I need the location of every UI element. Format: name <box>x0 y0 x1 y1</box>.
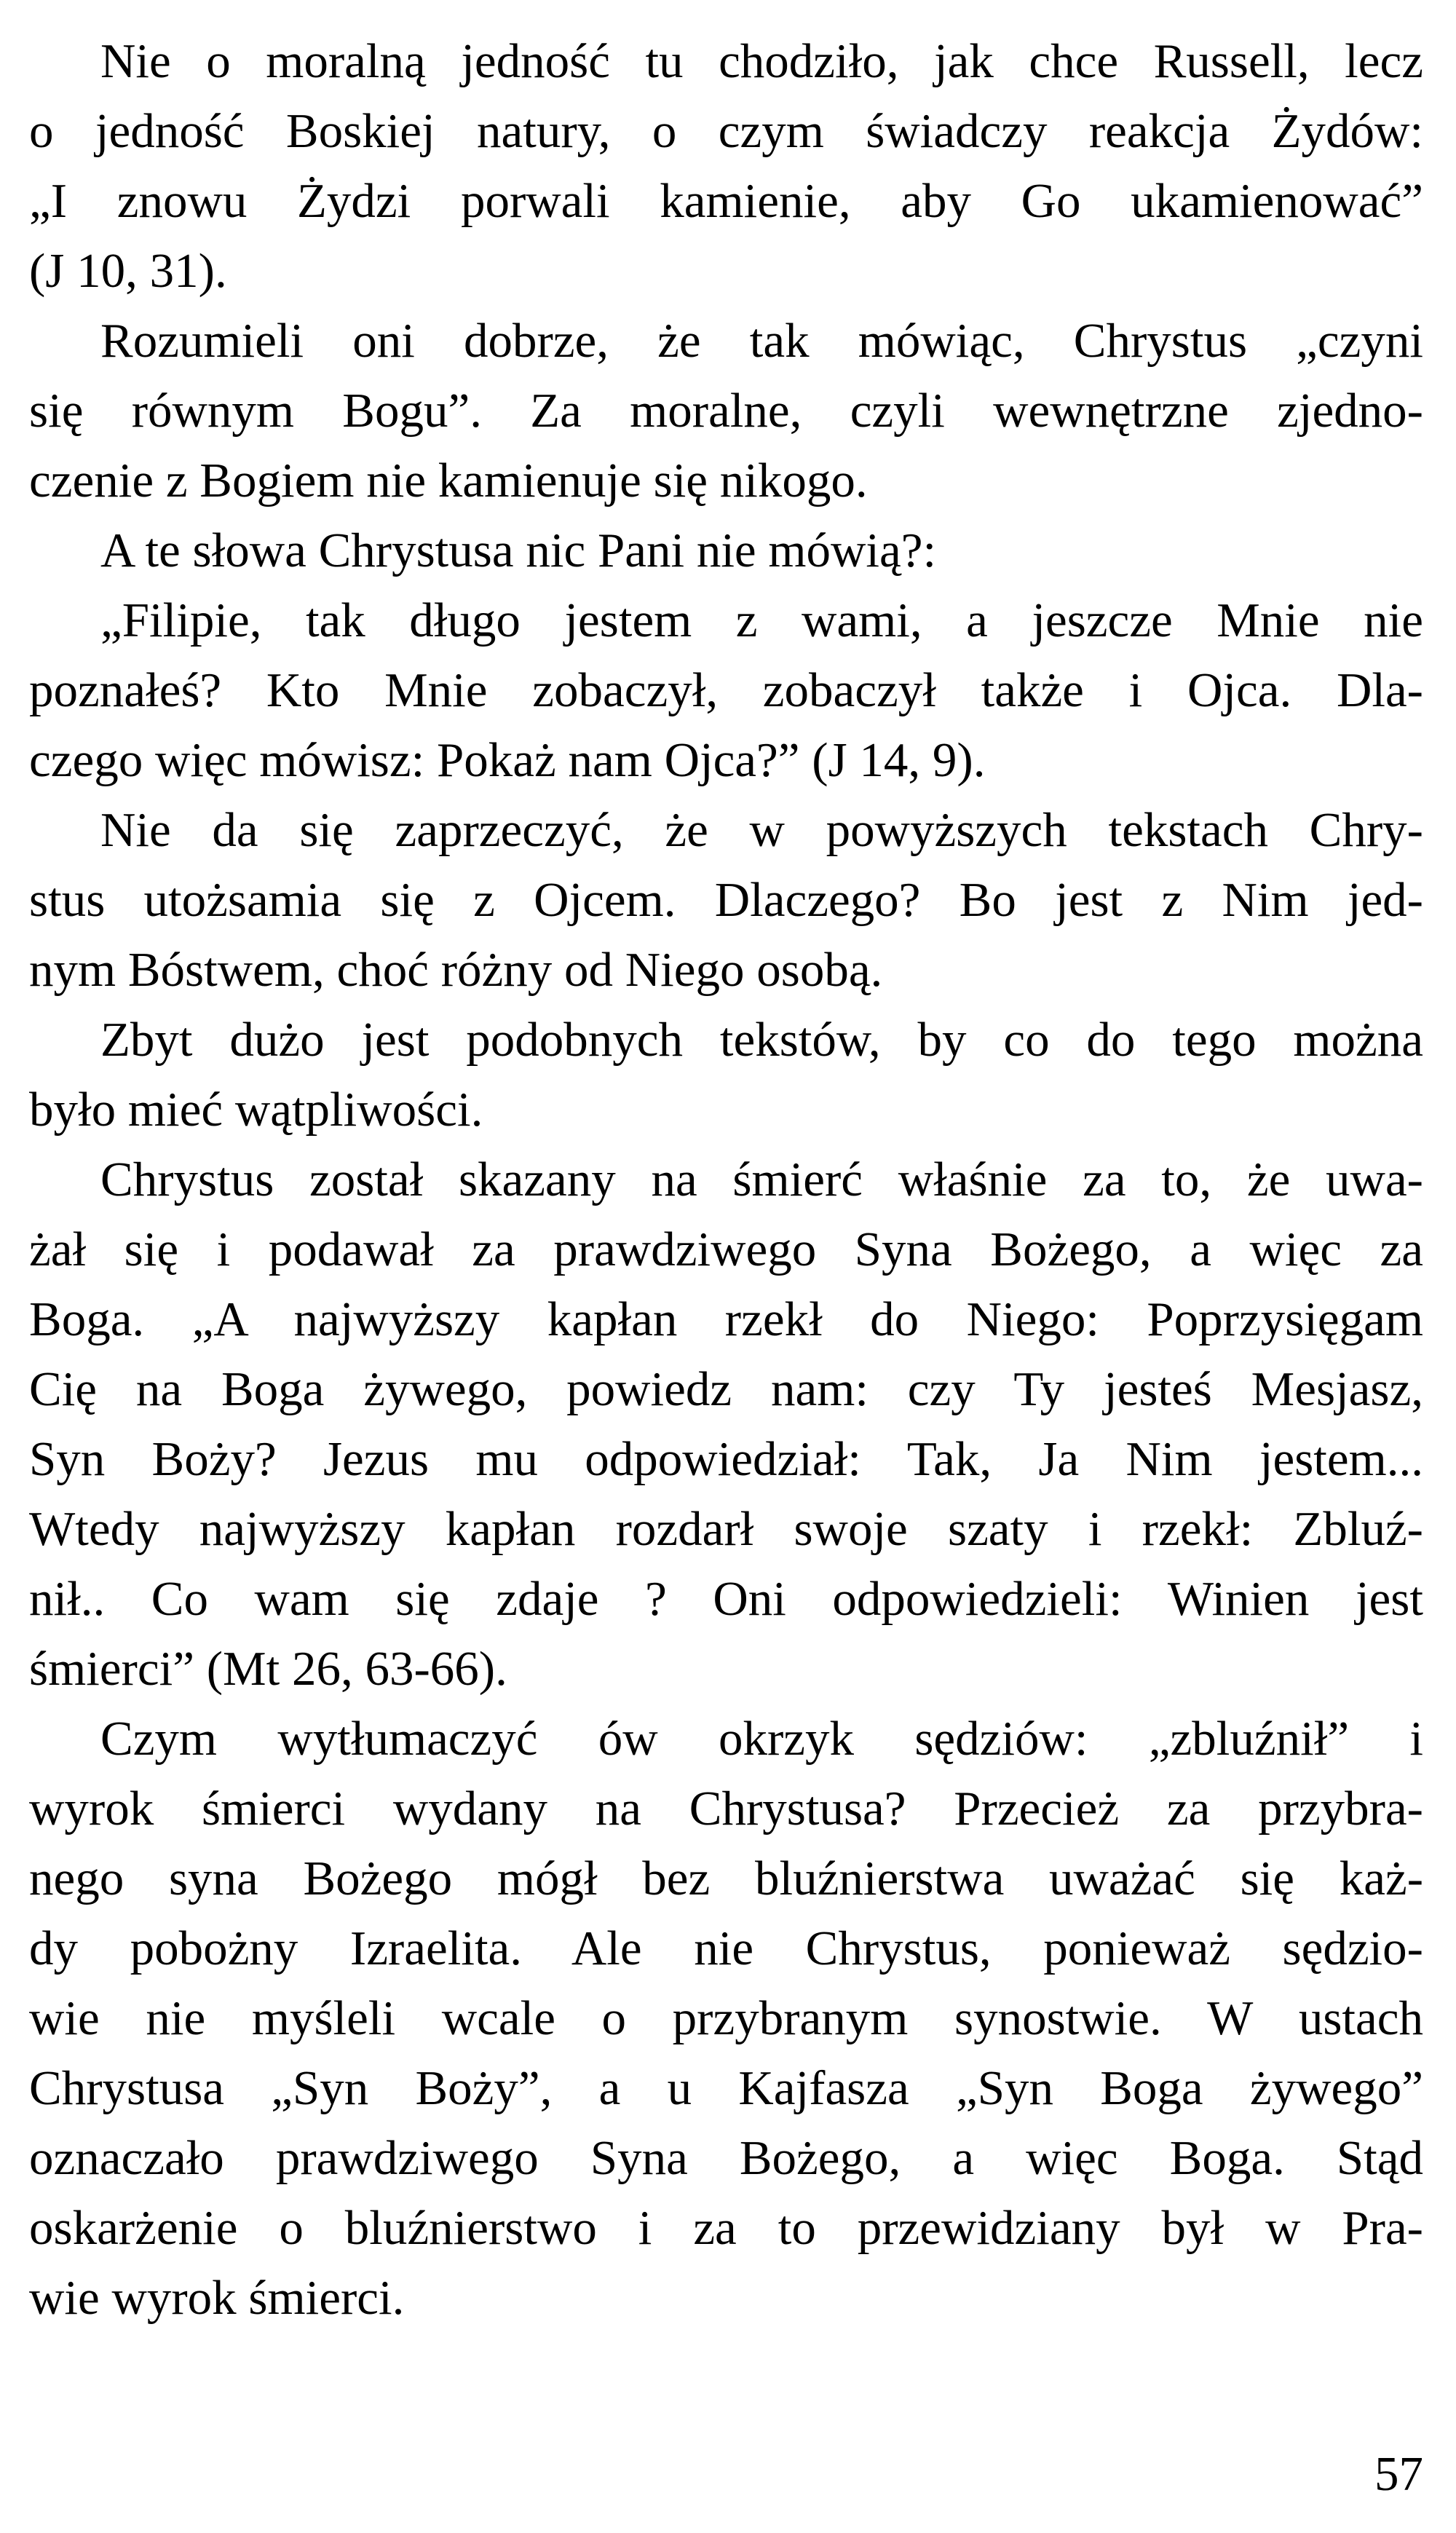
text-line: Syn Boży? Jezus mu odpowiedział: Tak, Ja Nim jestem... <box>29 1432 1423 1486</box>
text-line: (J 10, 31). <box>29 244 227 298</box>
text-line: „Filipie, tak długo jestem z wami, a jeszcze Mnie nie <box>100 593 1423 647</box>
text-line: czego więc mówisz: Pokaż nam Ojca?” (J 14, 9). <box>29 733 986 787</box>
text-line: Chrystus został skazany na śmierć właśnie za to, że uwa- <box>100 1153 1423 1206</box>
text-line: wyrok śmierci wydany na Chrystusa? Przecież za przybra- <box>29 1782 1423 1835</box>
text-line: Cię na Boga żywego, powiedz nam: czy Ty jesteś Mesjasz, <box>29 1362 1423 1416</box>
text-line: oznaczało prawdziwego Syna Bożego, a więc Boga. Stąd <box>29 2131 1423 2185</box>
text-line: poznałeś? Kto Mnie zobaczył, zobaczył także i Ojca. Dla- <box>29 663 1423 717</box>
text-line: wie nie myśleli wcale o przybranym synostwie. W ustach <box>29 1991 1423 2045</box>
text-line: czenie z Bogiem nie kamienuje się nikogo. <box>29 454 868 507</box>
text-line: się równym Bogu”. Za moralne, czyli wewnętrzne zjedno- <box>29 384 1423 438</box>
page-body-text <box>29 26 1423 2333</box>
text-line: A te słowa Chrystusa nic Pani nie mówią?: <box>100 523 937 577</box>
text-line: nił.. Co wam się zdaje ? Oni odpowiedzieli: Winien jest <box>29 1572 1423 1626</box>
text-line: Wtedy najwyższy kapłan rozdarł swoje szaty i rzekł: Zbluź- <box>29 1502 1423 1556</box>
text-line: Nie da się zaprzeczyć, że w powyższych tekstach Chry- <box>100 803 1423 857</box>
text-line: nym Bóstwem, choć różny od Niego osobą. <box>29 943 883 997</box>
text-line: o jedność Boskiej natury, o czym świadczy reakcja Żydów: <box>29 104 1423 158</box>
text-line: dy pobożny Izraelita. Ale nie Chrystus, ponieważ sędzio- <box>29 1921 1423 1975</box>
text-line: było mieć wątpliwości. <box>29 1083 483 1137</box>
text-line: żał się i podawał za prawdziwego Syna Bożego, a więc za <box>29 1222 1423 1276</box>
text-line: Chrystusa „Syn Boży”, a u Kajfasza „Syn Boga żywego” <box>29 2061 1423 2115</box>
text-line: „I znowu Żydzi porwali kamienie, aby Go ukamienować” <box>29 174 1423 228</box>
page-number: 57 <box>1374 2447 1423 2501</box>
text-line: wie wyrok śmierci. <box>29 2271 405 2325</box>
text-line: nego syna Bożego mógł bez bluźnierstwa uważać się każ- <box>29 1852 1423 1905</box>
text-line: Zbyt dużo jest podobnych tekstów, by co do tego można <box>100 1013 1423 1067</box>
text-line: Rozumieli oni dobrze, że tak mówiąc, Chrystus „czyni <box>100 314 1423 368</box>
text-line: Czym wytłumaczyć ów okrzyk sędziów: „zbluźnił” i <box>100 1712 1423 1766</box>
text-line: Nie o moralną jedność tu chodziło, jak chce Russell, lecz <box>100 34 1423 88</box>
text-line: śmierci” (Mt 26, 63-66). <box>29 1642 507 1696</box>
text-line: oskarżenie o bluźnierstwo i za to przewidziany był w Pra- <box>29 2201 1423 2255</box>
text-line: Boga. „A najwyższy kapłan rzekł do Niego: Poprzysięgam <box>29 1292 1423 1346</box>
text-line: stus utożsamia się z Ojcem. Dlaczego? Bo jest z Nim jed- <box>29 873 1423 927</box>
